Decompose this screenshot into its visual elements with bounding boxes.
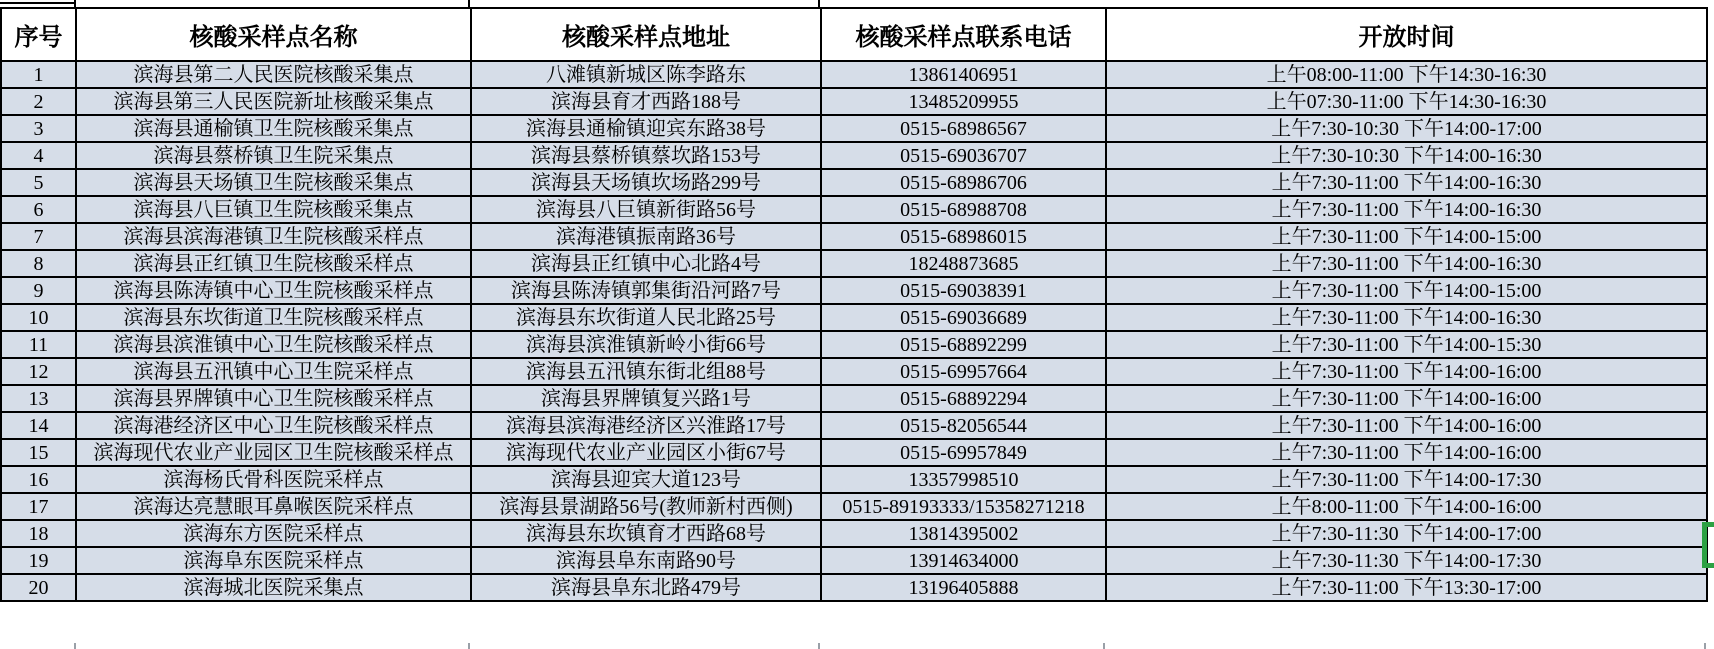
- cell-phone[interactable]: 0515-68988708: [821, 196, 1106, 223]
- gridline: [0, 2, 76, 4]
- cell-name[interactable]: 滨海县蔡桥镇卫生院采集点: [76, 142, 471, 169]
- cell-name[interactable]: 滨海现代农业产业园区卫生院核酸采样点: [76, 439, 471, 466]
- cell-hours[interactable]: 上午7:30-11:00 下午14:00-16:30: [1106, 250, 1707, 277]
- cell-name[interactable]: 滨海县滨海港镇卫生院核酸采样点: [76, 223, 471, 250]
- cell-address[interactable]: 滨海县陈涛镇郭集街沿河路7号: [471, 277, 821, 304]
- cell-address[interactable]: 滨海县阜东北路479号: [471, 574, 821, 601]
- cell-address[interactable]: 滨海县界牌镇复兴路1号: [471, 385, 821, 412]
- table-row: [1, 88, 1707, 115]
- cell-no[interactable]: 11: [1, 331, 76, 358]
- cell-phone[interactable]: 13196405888: [821, 574, 1106, 601]
- cell-name[interactable]: 滨海达亮慧眼耳鼻喉医院采样点: [76, 493, 471, 520]
- table-row: [1, 142, 1707, 169]
- cell-phone[interactable]: 0515-69957664: [821, 358, 1106, 385]
- cell-phone[interactable]: 0515-69038391: [821, 277, 1106, 304]
- header-row: [1, 8, 1707, 61]
- cell-name[interactable]: 滨海阜东医院采样点: [76, 547, 471, 574]
- cell-hours[interactable]: 上午08:00-11:00 下午14:30-16:30: [1106, 61, 1707, 88]
- gridline: [818, 0, 820, 7]
- cell-hours[interactable]: 上午7:30-11:00 下午14:00-15:30: [1106, 331, 1707, 358]
- column-header-phone[interactable]: 核酸采样点联系电话: [821, 8, 1106, 61]
- cell-address[interactable]: 滨海县滨淮镇新岭小街66号: [471, 331, 821, 358]
- cell-name[interactable]: 滨海港经济区中心卫生院核酸采样点: [76, 412, 471, 439]
- cell-phone[interactable]: 0515-82056544: [821, 412, 1106, 439]
- cell-address[interactable]: 滨海县景湖路56号(教师新村西侧): [471, 493, 821, 520]
- cell-no[interactable]: 6: [1, 196, 76, 223]
- cell-no[interactable]: 14: [1, 412, 76, 439]
- cell-address[interactable]: 滨海县五汛镇东街北组88号: [471, 358, 821, 385]
- gridline: [468, 643, 470, 649]
- cell-phone[interactable]: 13814395002: [821, 520, 1106, 547]
- table-row: [1, 547, 1707, 574]
- cell-hours[interactable]: 上午7:30-11:00 下午14:00-16:00: [1106, 358, 1707, 385]
- cell-hours[interactable]: 上午7:30-11:30 下午14:00-17:00: [1106, 520, 1707, 547]
- table-row: [1, 385, 1707, 412]
- cell-hours[interactable]: 上午7:30-11:00 下午14:00-17:30: [1106, 466, 1707, 493]
- cell-name[interactable]: 滨海县第三人民医院新址核酸采集点: [76, 88, 471, 115]
- cell-address[interactable]: 滨海县通榆镇迎宾东路38号: [471, 115, 821, 142]
- cell-name[interactable]: 滨海县东坎街道卫生院核酸采样点: [76, 304, 471, 331]
- cell-selection-bracket: [1702, 522, 1714, 568]
- cell-phone[interactable]: 0515-89193333/15358271218: [821, 493, 1106, 520]
- cell-no[interactable]: 18: [1, 520, 76, 547]
- cell-address[interactable]: 滨海县育才西路188号: [471, 88, 821, 115]
- gridline: [818, 643, 820, 649]
- table-row: [1, 358, 1707, 385]
- cell-address[interactable]: 滨海现代农业产业园区小街67号: [471, 439, 821, 466]
- cell-hours[interactable]: 上午7:30-11:00 下午14:00-16:00: [1106, 412, 1707, 439]
- cell-address[interactable]: 滨海县蔡桥镇蔡坎路153号: [471, 142, 821, 169]
- cell-address[interactable]: 滨海县东坎街道人民北路25号: [471, 304, 821, 331]
- cell-phone[interactable]: 0515-68892299: [821, 331, 1106, 358]
- table-row: [1, 196, 1707, 223]
- cell-no[interactable]: 19: [1, 547, 76, 574]
- cell-no[interactable]: 17: [1, 493, 76, 520]
- cell-name[interactable]: 滨海县通榆镇卫生院核酸采集点: [76, 115, 471, 142]
- cell-hours[interactable]: 上午7:30-11:00 下午14:00-16:00: [1106, 439, 1707, 466]
- table-row: [1, 115, 1707, 142]
- cell-no[interactable]: 7: [1, 223, 76, 250]
- table-row: [1, 331, 1707, 358]
- cell-no[interactable]: 4: [1, 142, 76, 169]
- table-row: [1, 574, 1707, 601]
- cell-no[interactable]: 5: [1, 169, 76, 196]
- column-header-name[interactable]: 核酸采样点名称: [76, 8, 471, 61]
- cell-name[interactable]: 滨海县天场镇卫生院核酸采集点: [76, 169, 471, 196]
- cell-no[interactable]: 2: [1, 88, 76, 115]
- table-row: [1, 493, 1707, 520]
- table-row: [1, 250, 1707, 277]
- gridline: [74, 643, 76, 649]
- cell-phone[interactable]: 0515-68892294: [821, 385, 1106, 412]
- table-row: [1, 304, 1707, 331]
- gridline: [1103, 643, 1105, 649]
- cell-no[interactable]: 3: [1, 115, 76, 142]
- cell-hours[interactable]: 上午07:30-11:00 下午14:30-16:30: [1106, 88, 1707, 115]
- cell-hours[interactable]: 上午7:30-11:00 下午14:00-15:00: [1106, 277, 1707, 304]
- table-row: [1, 223, 1707, 250]
- cell-address[interactable]: 滨海县迎宾大道123号: [471, 466, 821, 493]
- cell-phone[interactable]: 13914634000: [821, 547, 1106, 574]
- column-header-no[interactable]: 序号: [1, 8, 76, 61]
- cell-no[interactable]: 20: [1, 574, 76, 601]
- cell-phone[interactable]: 13485209955: [821, 88, 1106, 115]
- cell-name[interactable]: 滨海县滨淮镇中心卫生院核酸采样点: [76, 331, 471, 358]
- cell-hours[interactable]: 上午7:30-11:00 下午14:00-16:30: [1106, 196, 1707, 223]
- table-row: [1, 520, 1707, 547]
- cell-no[interactable]: 8: [1, 250, 76, 277]
- cell-name[interactable]: 滨海县陈涛镇中心卫生院核酸采样点: [76, 277, 471, 304]
- cell-address[interactable]: 滨海县东坎镇育才西路68号: [471, 520, 821, 547]
- cell-phone[interactable]: 13861406951: [821, 61, 1106, 88]
- cell-address[interactable]: 滨海港镇振南路36号: [471, 223, 821, 250]
- cell-no[interactable]: 9: [1, 277, 76, 304]
- column-header-hours[interactable]: 开放时间: [1106, 8, 1707, 61]
- cell-name[interactable]: 滨海城北医院采集点: [76, 574, 471, 601]
- cell-address[interactable]: 滨海县阜东南路90号: [471, 547, 821, 574]
- table-row: [1, 412, 1707, 439]
- cell-hours[interactable]: 上午7:30-11:00 下午14:00-16:30: [1106, 169, 1707, 196]
- cell-hours[interactable]: 上午8:00-11:00 下午14:00-16:00: [1106, 493, 1707, 520]
- cell-name[interactable]: 滨海县八巨镇卫生院核酸采集点: [76, 196, 471, 223]
- cell-address[interactable]: 滨海县八巨镇新街路56号: [471, 196, 821, 223]
- cell-name[interactable]: 滨海县五汛镇中心卫生院采样点: [76, 358, 471, 385]
- cell-phone[interactable]: 0515-68986567: [821, 115, 1106, 142]
- cell-phone[interactable]: 0515-69957849: [821, 439, 1106, 466]
- cell-hours[interactable]: 上午7:30-10:30 下午14:00-17:00: [1106, 115, 1707, 142]
- table-row: [1, 61, 1707, 88]
- cell-phone[interactable]: 0515-69036689: [821, 304, 1106, 331]
- cell-phone[interactable]: 13357998510: [821, 466, 1106, 493]
- cell-no[interactable]: 13: [1, 385, 76, 412]
- cell-phone[interactable]: 18248873685: [821, 250, 1106, 277]
- table-row: [1, 169, 1707, 196]
- cell-hours[interactable]: 上午7:30-11:00 下午14:00-16:30: [1106, 304, 1707, 331]
- cell-phone[interactable]: 0515-69036707: [821, 142, 1106, 169]
- gridline: [74, 0, 76, 7]
- cell-hours[interactable]: 上午7:30-11:30 下午14:00-17:30: [1106, 547, 1707, 574]
- cell-phone[interactable]: 0515-68986015: [821, 223, 1106, 250]
- cell-name[interactable]: 滨海县正红镇卫生院核酸采样点: [76, 250, 471, 277]
- cell-no[interactable]: 16: [1, 466, 76, 493]
- sampling-points-table: [0, 7, 1708, 602]
- table-row: [1, 277, 1707, 304]
- cell-no[interactable]: 1: [1, 61, 76, 88]
- cell-hours[interactable]: 上午7:30-11:00 下午13:30-17:00: [1106, 574, 1707, 601]
- cell-phone[interactable]: 0515-68986706: [821, 169, 1106, 196]
- column-header-address[interactable]: 核酸采样点地址: [471, 8, 821, 61]
- table-header: [1, 8, 1707, 61]
- gridline: [468, 0, 470, 7]
- cell-no[interactable]: 10: [1, 304, 76, 331]
- cell-address[interactable]: 滨海县正红镇中心北路4号: [471, 250, 821, 277]
- table-row: [1, 439, 1707, 466]
- cell-hours[interactable]: 上午7:30-11:00 下午14:00-15:00: [1106, 223, 1707, 250]
- gridline: [1704, 643, 1706, 649]
- cell-hours[interactable]: 上午7:30-11:00 下午14:00-16:00: [1106, 385, 1707, 412]
- cell-name[interactable]: 滨海县第二人民医院核酸采集点: [76, 61, 471, 88]
- cell-name[interactable]: 滨海县界牌镇中心卫生院核酸采样点: [76, 385, 471, 412]
- cell-address[interactable]: 滨海县滨海港经济区兴淮路17号: [471, 412, 821, 439]
- cell-no[interactable]: 15: [1, 439, 76, 466]
- table-row: [1, 466, 1707, 493]
- cell-address[interactable]: 滨海县天场镇坎场路299号: [471, 169, 821, 196]
- cell-address[interactable]: 八滩镇新城区陈李路东: [471, 61, 821, 88]
- cell-name[interactable]: 滨海杨氏骨科医院采样点: [76, 466, 471, 493]
- table-body: [1, 61, 1707, 601]
- cell-hours[interactable]: 上午7:30-10:30 下午14:00-16:30: [1106, 142, 1707, 169]
- cell-name[interactable]: 滨海东方医院采样点: [76, 520, 471, 547]
- cell-no[interactable]: 12: [1, 358, 76, 385]
